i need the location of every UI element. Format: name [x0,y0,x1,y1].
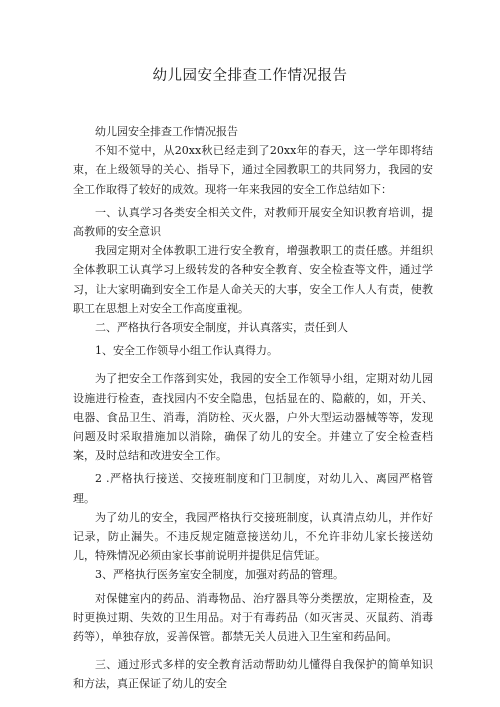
section-heading-2: 二、严格执行各项安全制度，并认真落实，责任到人 [95,321,348,335]
section-heading-1: 一、认真学习各类安全相关文件，对教师开展安全知识教育培训，提高教师的安全意识 [73,205,433,239]
subsection-2-paragraph: 为了幼儿的安全，我园严格执行交接班制度，认真清点幼儿，并作好记录，防止漏失。不违反规定随意接送幼儿，不允许非幼儿家长接送幼儿，特殊情况必须由家长事前说明并提供足信凭证。 [73,510,433,563]
document-title: 幼儿园安全排查工作情况报告 [152,68,348,84]
subsection-heading-2: 2 .严格执行接送、交接班制度和门卫制度，对幼儿入、离园严格管理。 [73,472,433,505]
subsection-1-paragraph: 为了把安全工作落到实处，我园的安全工作领导小组，定期对幼儿园设施进行检查，查找园内不安全隐患，包括显在的、隐蔽的，如，开关、电器、食品卫生、消毒，消防栓、灭火器，户外大型运动器械等等，发现问题及时采取措施加以消除，确保了幼儿的安全。并建立了安全检查档案，及时总结和改进安全工作。 [73,372,433,463]
intro-paragraph: 不知不觉中，从20xx秋已经走到了20xx年的春天，这一学年即将结束，在上级领导的关心、指导下，通过全园教职工的共同努力，我园的安全工作取得了较好的成效。现将一年来我园的安全工作总结如下： [73,144,433,196]
subsection-heading-1: 1、安全工作领导小组工作认真得力。 [95,344,278,358]
subsection-heading-3: 3、严格执行医务室安全制度，加强对药品的管理。 [95,568,344,582]
subtitle-paragraph: 幼儿园安全排查工作情况报告 [95,125,238,138]
document-body [73,122,433,694]
subsection-3-paragraph: 对保健室内的药品、消毒物品、治疗器具等分类摆放，定期检查，及时更换过期、失效的卫生用品。对于有毒药品（如灭害灵、灭鼠药、消毒药等），单独存放，妥善保管。都禁无关人员进入卫生室和药品间。 [73,591,433,644]
section-1-paragraph: 我园定期对全体教职工进行安全教育，增强教职工的责任感。并组织全体教职工认真学习上级转发的各种安全教育、安全检查等文件，通过学习，让大家明确到安全工作是人命关天的大事，安全工作人人有责，使教职工在思想上对安全工作高度重视。 [73,244,433,315]
section-heading-3: 三、通过形式多样的安全教育活动帮助幼儿懂得自我保护的简单知识和方法，真正保证了幼儿的安全 [73,658,433,691]
